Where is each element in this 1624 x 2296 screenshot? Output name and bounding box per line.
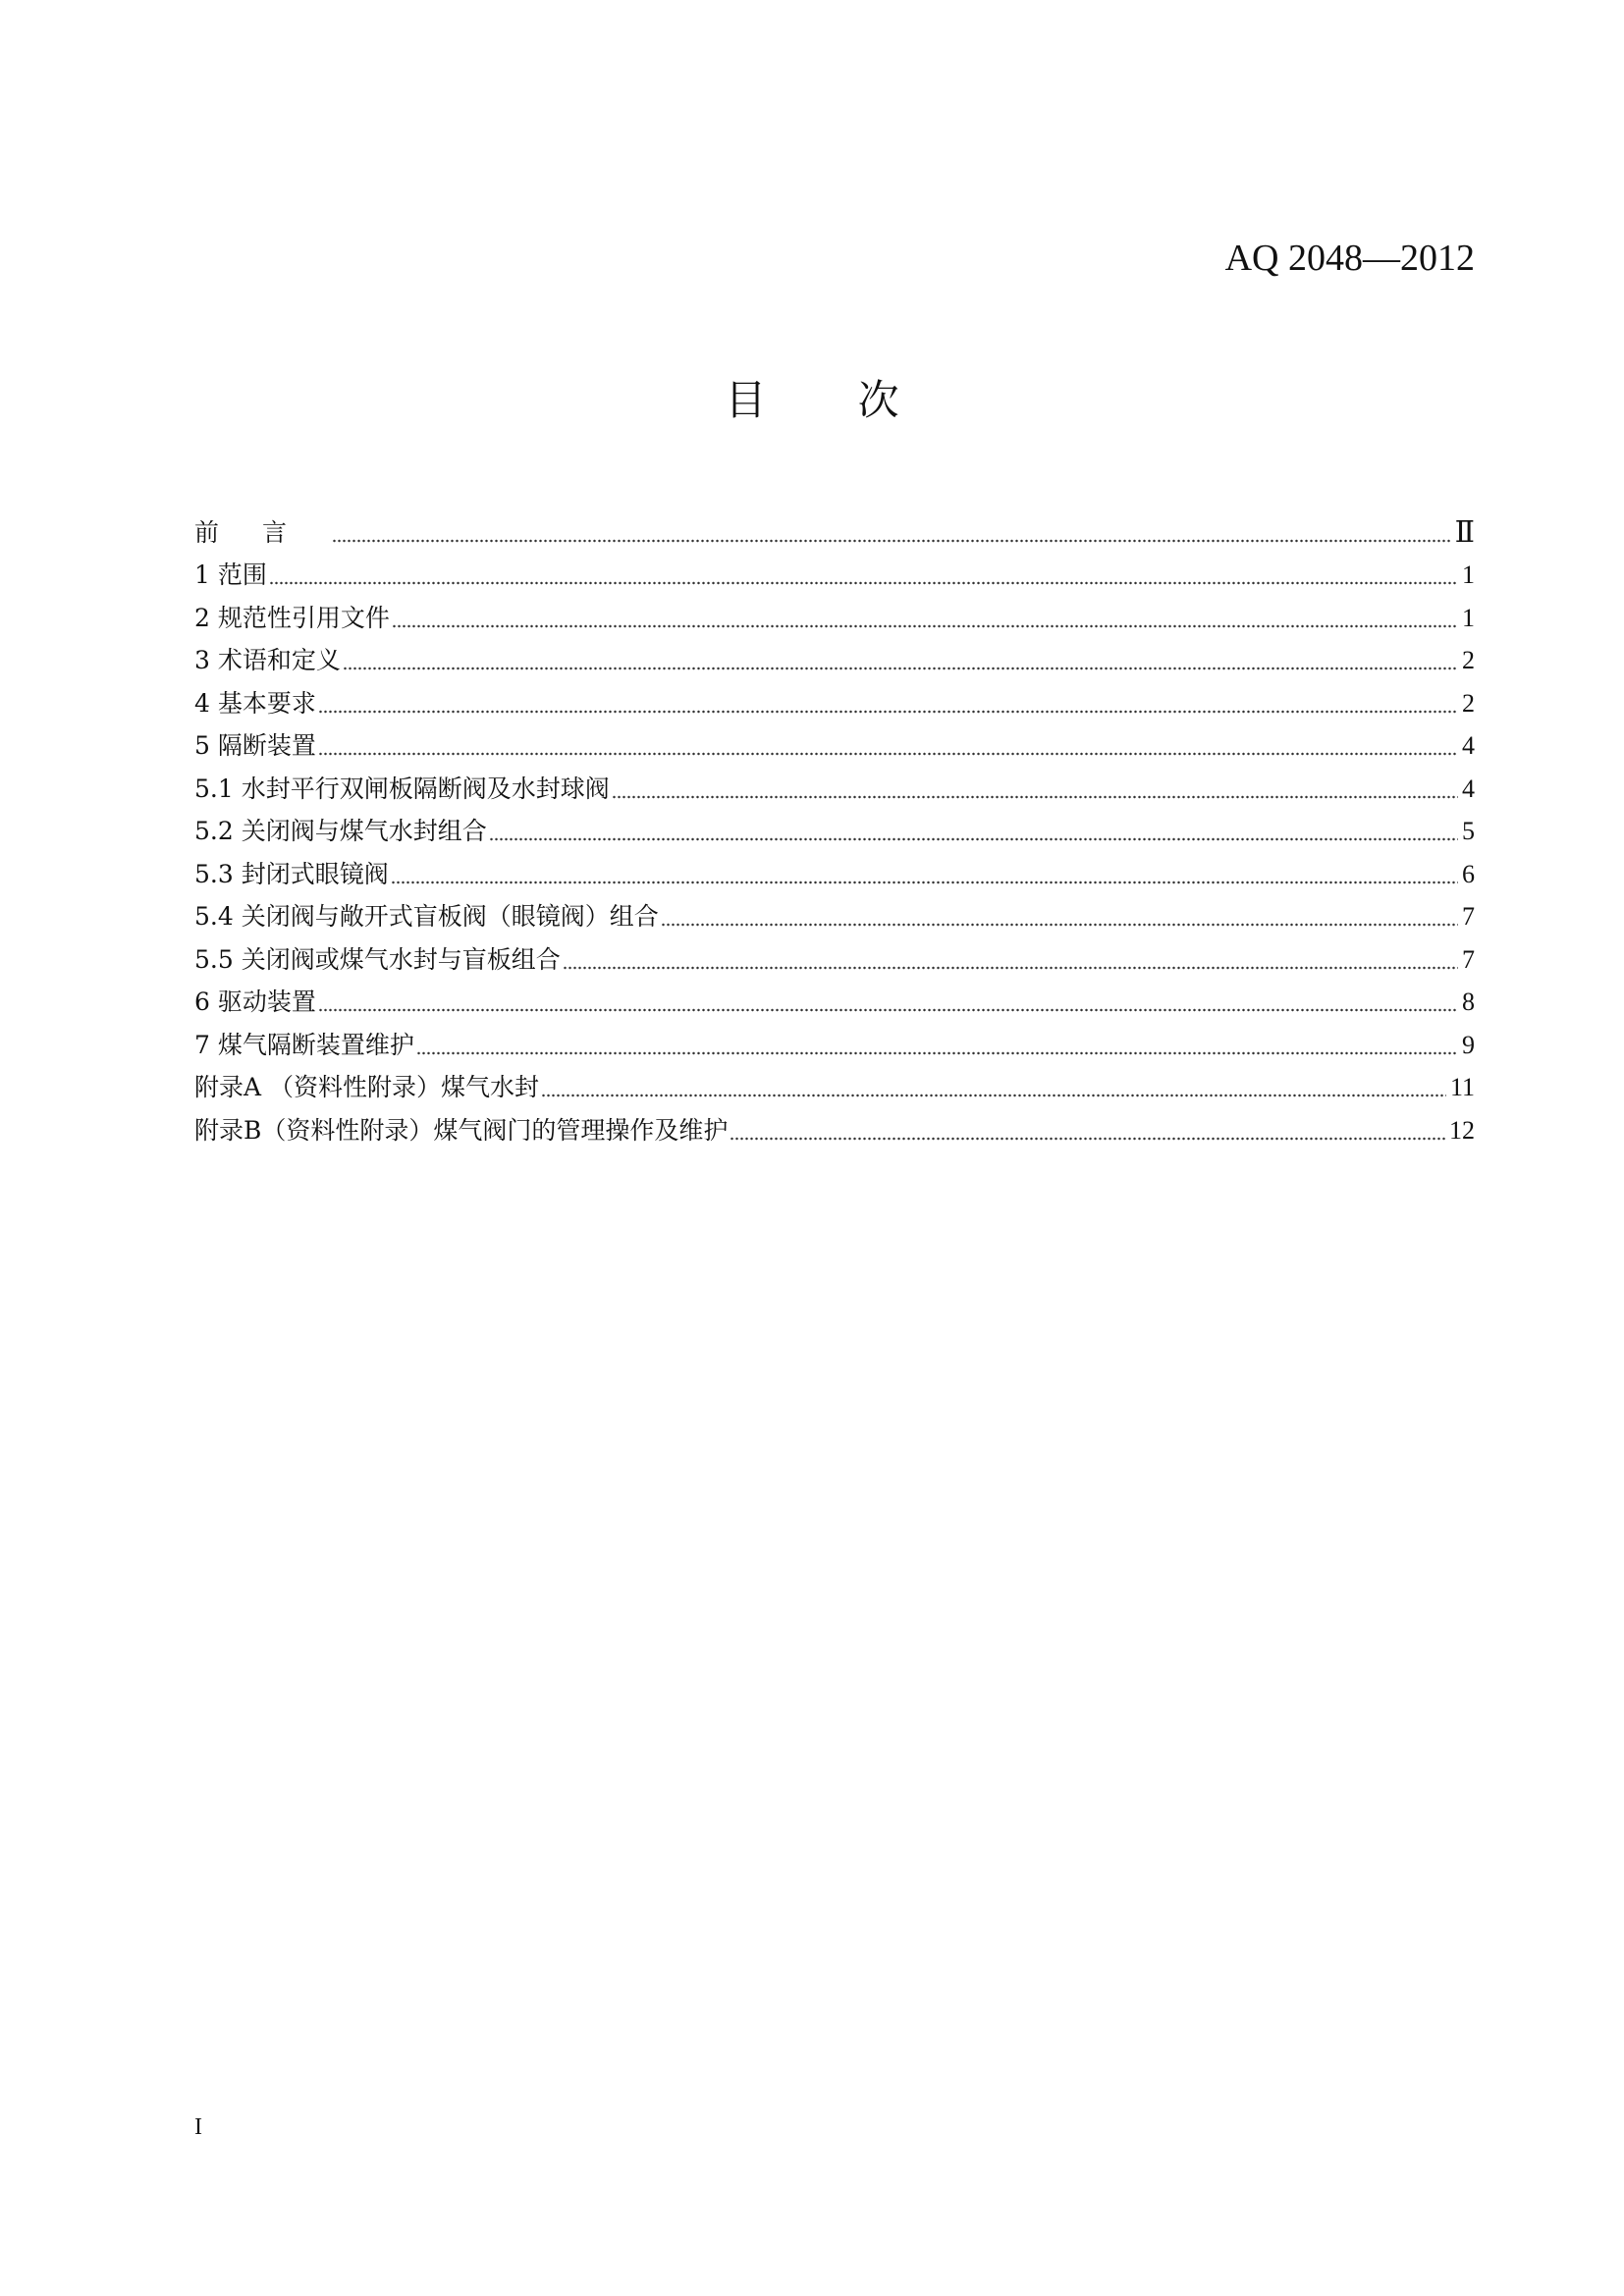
- toc-entry-page: 4: [1462, 731, 1475, 760]
- toc-leader-dots: [343, 647, 1458, 670]
- toc-entry-label: 5.4 关闭阀与敞开式盲板阀（眼镜阀）组合: [194, 902, 659, 931]
- toc-entry-5-3[interactable]: [194, 846, 1475, 889]
- toc-entry-label: 6 驱动装置: [194, 988, 316, 1016]
- toc-entry-page: 1: [1462, 561, 1475, 589]
- table-of-contents: [194, 505, 1475, 1146]
- toc-entry-label: 5 隔断装置: [194, 731, 316, 760]
- toc-entry-5-5[interactable]: [194, 932, 1475, 975]
- toc-entry-label: 5.3 封闭式眼镜阀: [194, 859, 389, 888]
- toc-entry-page: 7: [1462, 902, 1475, 931]
- toc-entry-5-2[interactable]: [194, 804, 1475, 847]
- toc-leader-dots: [332, 519, 1451, 543]
- toc-leader-dots: [730, 1117, 1445, 1141]
- toc-entry-appendix-b[interactable]: [194, 1102, 1475, 1146]
- toc-entry-page: 6: [1462, 859, 1475, 888]
- toc-entry-page: 9: [1462, 1030, 1475, 1059]
- toc-entry-drive-devices[interactable]: [194, 975, 1475, 1018]
- toc-entry-normative-references[interactable]: [194, 590, 1475, 633]
- toc-leader-dots: [318, 988, 1458, 1012]
- toc-leader-dots: [391, 861, 1458, 884]
- toc-entry-label: 1 范围: [194, 561, 267, 589]
- toc-entry-5-1[interactable]: [194, 761, 1475, 804]
- toc-entry-label: 5.1 水封平行双闸板隔断阀及水封球阀: [194, 774, 610, 803]
- toc-entry-scope[interactable]: [194, 548, 1475, 591]
- toc-entry-page: 11: [1449, 1073, 1475, 1101]
- toc-entry-page: 1: [1462, 603, 1475, 632]
- toc-entry-label: 7 煤气隔断装置维护: [194, 1030, 414, 1059]
- toc-entry-page: 2: [1462, 688, 1475, 718]
- toc-entry-appendix-a[interactable]: [194, 1060, 1475, 1103]
- toc-entry-maintenance[interactable]: [194, 1017, 1475, 1060]
- toc-entry-5-4[interactable]: [194, 889, 1475, 933]
- toc-entry-page: 5: [1462, 817, 1475, 845]
- toc-entry-label: 3 术语和定义: [194, 646, 341, 674]
- toc-entry-label: 5.5 关闭阀或煤气水封与盲板组合: [194, 944, 561, 974]
- toc-entry-basic-requirements[interactable]: [194, 675, 1475, 719]
- toc-entry-page: 4: [1462, 774, 1475, 803]
- toc-entry-label: 2 规范性引用文件: [194, 603, 390, 632]
- toc-leader-dots: [318, 732, 1458, 756]
- toc-leader-dots: [489, 818, 1458, 841]
- toc-leader-dots: [541, 1074, 1446, 1097]
- standard-code: AQ 2048—2012: [1224, 238, 1475, 279]
- toc-leader-dots: [318, 690, 1458, 714]
- toc-entry-label: 附录A （资料性附录）煤气水封: [194, 1073, 540, 1101]
- toc-leader-dots: [661, 903, 1458, 927]
- toc-leader-dots: [269, 561, 1458, 585]
- toc-title: 目 次: [725, 376, 939, 424]
- toc-entry-terms-definitions[interactable]: [194, 633, 1475, 676]
- toc-entry-page: 12: [1449, 1115, 1475, 1145]
- toc-entry-page: 2: [1462, 646, 1475, 674]
- toc-entry-page: Ⅱ: [1454, 515, 1475, 549]
- toc-entry-label: 5.2 关闭阀与煤气水封组合: [194, 817, 487, 845]
- toc-entry-label: 4 基本要求: [194, 688, 316, 718]
- toc-entry-page: 7: [1462, 944, 1475, 974]
- toc-entry-foreword[interactable]: [194, 505, 1475, 548]
- toc-entry-label: 前言: [194, 517, 331, 547]
- toc-entry-label: 附录B（资料性附录）煤气阀门的管理操作及维护: [194, 1115, 729, 1145]
- toc-entry-isolation-devices[interactable]: [194, 719, 1475, 762]
- toc-leader-dots: [392, 605, 1458, 628]
- toc-leader-dots: [612, 775, 1458, 799]
- toc-leader-dots: [416, 1032, 1458, 1055]
- page-number: I: [194, 2114, 202, 2140]
- toc-entry-page: 8: [1462, 988, 1475, 1016]
- toc-leader-dots: [563, 946, 1458, 970]
